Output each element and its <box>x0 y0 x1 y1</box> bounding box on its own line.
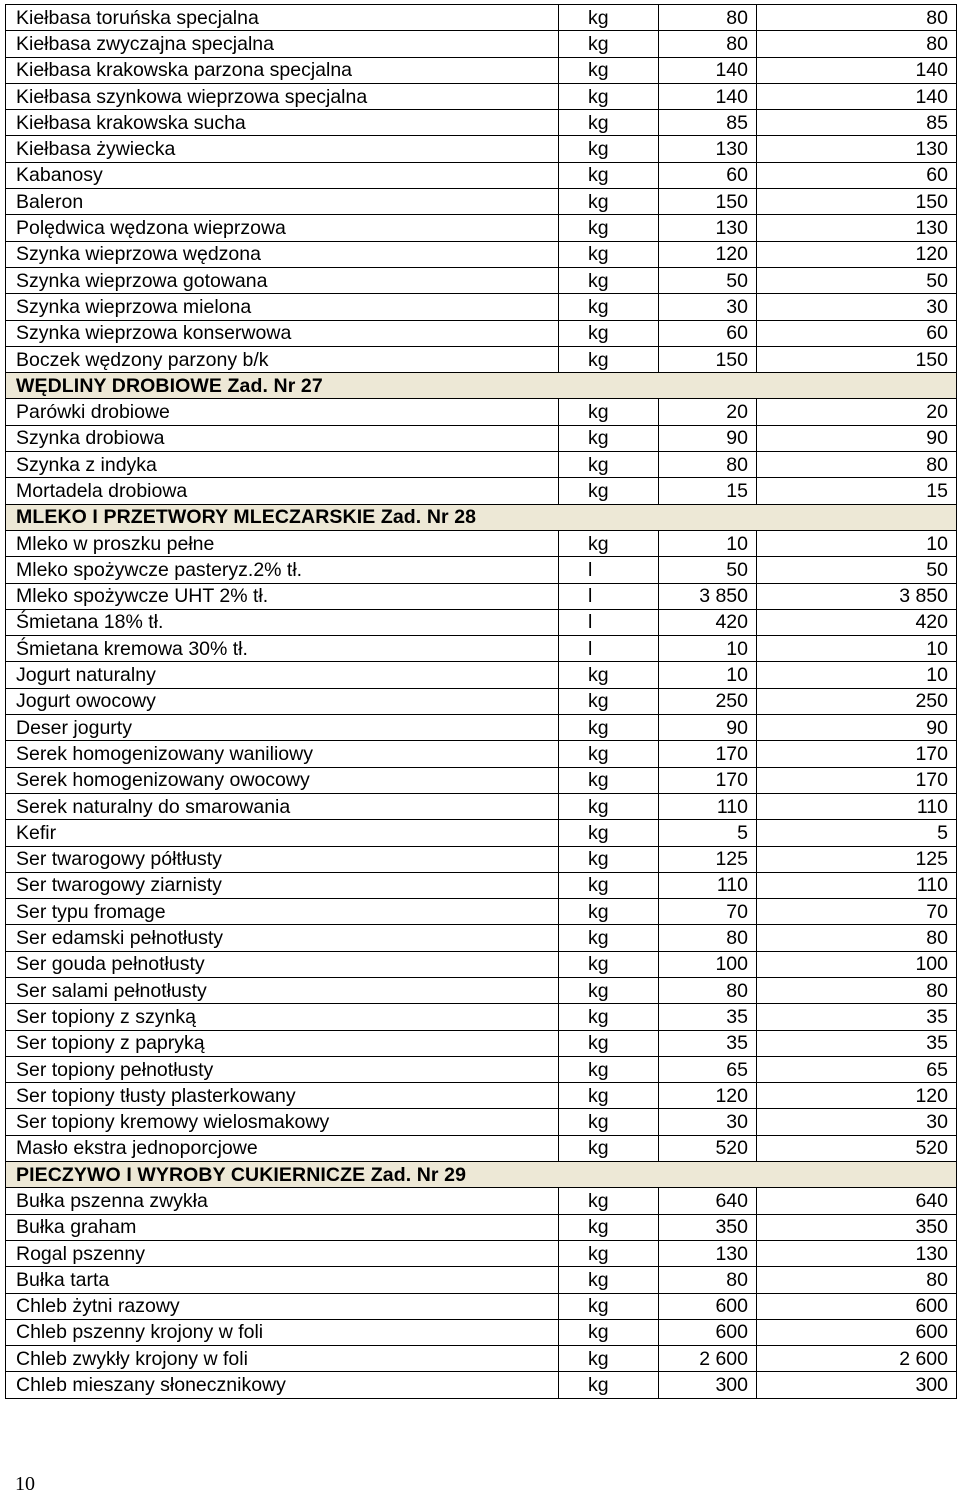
unit-cell: kg <box>559 1030 659 1056</box>
quantity-cell: 2 600 <box>659 1346 757 1372</box>
table-row <box>6 557 957 583</box>
product-name-cell: Mleko spożywcze pasteryz.2% tł. <box>6 557 559 583</box>
total-quantity-cell: 140 <box>757 57 957 83</box>
unit-cell: kg <box>559 715 659 741</box>
product-name-cell: Serek homogenizowany owocowy <box>6 767 559 793</box>
unit-cell: kg <box>559 31 659 57</box>
total-quantity-cell: 520 <box>757 1135 957 1161</box>
quantity-cell: 60 <box>659 320 757 346</box>
table-row <box>6 1372 957 1398</box>
table-row <box>6 57 957 83</box>
product-name-cell: Ser topiony tłusty plasterkowany <box>6 1083 559 1109</box>
unit-cell: kg <box>559 767 659 793</box>
unit-cell: kg <box>559 1293 659 1319</box>
unit-cell: l <box>559 583 659 609</box>
product-name-cell: Ser salami pełnotłusty <box>6 977 559 1003</box>
product-name-cell: Szynka wieprzowa gotowana <box>6 267 559 293</box>
quantity-cell: 90 <box>659 425 757 451</box>
product-name-cell: Mleko w proszku pełne <box>6 530 559 556</box>
table-row <box>6 1188 957 1214</box>
quantity-cell: 600 <box>659 1293 757 1319</box>
product-name-cell: Ser twarogowy ziarnisty <box>6 872 559 898</box>
quantity-cell: 60 <box>659 162 757 188</box>
product-name-cell: Chleb pszenny krojony w foli <box>6 1319 559 1345</box>
unit-cell: l <box>559 609 659 635</box>
product-name-cell: Ser topiony pełnotłusty <box>6 1056 559 1082</box>
quantity-cell: 150 <box>659 346 757 372</box>
total-quantity-cell: 20 <box>757 399 957 425</box>
total-quantity-cell: 60 <box>757 320 957 346</box>
table-row <box>6 189 957 215</box>
table-row <box>6 452 957 478</box>
unit-cell: kg <box>559 189 659 215</box>
quantity-cell: 120 <box>659 1083 757 1109</box>
unit-cell: kg <box>559 346 659 372</box>
unit-cell: kg <box>559 1135 659 1161</box>
quantity-cell: 10 <box>659 662 757 688</box>
table-row <box>6 688 957 714</box>
total-quantity-cell: 35 <box>757 1030 957 1056</box>
total-quantity-cell: 15 <box>757 478 957 504</box>
total-quantity-cell: 170 <box>757 767 957 793</box>
table-row <box>6 767 957 793</box>
total-quantity-cell: 80 <box>757 1267 957 1293</box>
unit-cell: l <box>559 557 659 583</box>
product-name-cell: Boczek wędzony parzony b/k <box>6 346 559 372</box>
quantity-cell: 90 <box>659 715 757 741</box>
quantity-cell: 5 <box>659 820 757 846</box>
table-row <box>6 1083 957 1109</box>
unit-cell: kg <box>559 846 659 872</box>
quantity-cell: 85 <box>659 110 757 136</box>
total-quantity-cell: 50 <box>757 557 957 583</box>
unit-cell: kg <box>559 452 659 478</box>
table-row <box>6 1030 957 1056</box>
unit-cell: kg <box>559 820 659 846</box>
total-quantity-cell: 35 <box>757 1004 957 1030</box>
table-row <box>6 425 957 451</box>
table-row <box>6 636 957 662</box>
quantity-cell: 140 <box>659 83 757 109</box>
product-name-cell: Bułka tarta <box>6 1267 559 1293</box>
unit-cell: kg <box>559 267 659 293</box>
unit-cell: kg <box>559 136 659 162</box>
product-name-cell: Kiełbasa krakowska parzona specjalna <box>6 57 559 83</box>
total-quantity-cell: 100 <box>757 951 957 977</box>
total-quantity-cell: 80 <box>757 452 957 478</box>
quantity-cell: 300 <box>659 1372 757 1398</box>
quantity-cell: 520 <box>659 1135 757 1161</box>
table-row <box>6 530 957 556</box>
section-header-cell <box>6 1162 957 1188</box>
unit-cell: kg <box>559 215 659 241</box>
quantity-cell: 3 850 <box>659 583 757 609</box>
table-row <box>6 1240 957 1266</box>
table-row <box>6 741 957 767</box>
table-row <box>6 478 957 504</box>
quantity-cell: 130 <box>659 215 757 241</box>
table-row <box>6 951 957 977</box>
product-name-cell: Bułka pszenna zwykła <box>6 1188 559 1214</box>
unit-cell: kg <box>559 1346 659 1372</box>
unit-cell: kg <box>559 1188 659 1214</box>
product-name-cell: Szynka wieprzowa mielona <box>6 294 559 320</box>
table-row <box>6 215 957 241</box>
total-quantity-cell: 125 <box>757 846 957 872</box>
product-name-cell: Ser typu fromage <box>6 899 559 925</box>
table-row <box>6 346 957 372</box>
product-name-cell: Śmietana 18% tł. <box>6 609 559 635</box>
quantity-cell: 10 <box>659 530 757 556</box>
table-row <box>6 162 957 188</box>
table-row <box>6 31 957 57</box>
product-name-cell: Kiełbasa szynkowa wieprzowa specjalna <box>6 83 559 109</box>
unit-cell: kg <box>559 925 659 951</box>
total-quantity-cell: 2 600 <box>757 1346 957 1372</box>
quantity-cell: 30 <box>659 1109 757 1135</box>
quantity-cell: 10 <box>659 636 757 662</box>
unit-cell: kg <box>559 951 659 977</box>
total-quantity-cell: 30 <box>757 1109 957 1135</box>
product-name-cell: Szynka drobiowa <box>6 425 559 451</box>
quantity-cell: 150 <box>659 189 757 215</box>
unit-cell: kg <box>559 741 659 767</box>
product-name-cell: Kiełbasa żywiecka <box>6 136 559 162</box>
quantity-cell: 30 <box>659 294 757 320</box>
quantity-cell: 15 <box>659 478 757 504</box>
items-table-body <box>6 5 957 1399</box>
table-row <box>6 925 957 951</box>
table-row <box>6 820 957 846</box>
unit-cell: kg <box>559 662 659 688</box>
total-quantity-cell: 5 <box>757 820 957 846</box>
table-row <box>6 1056 957 1082</box>
unit-cell: kg <box>559 320 659 346</box>
total-quantity-cell: 10 <box>757 530 957 556</box>
total-quantity-cell: 90 <box>757 425 957 451</box>
unit-cell: kg <box>559 793 659 819</box>
table-row <box>6 1293 957 1319</box>
unit-cell: kg <box>559 5 659 31</box>
unit-cell: kg <box>559 294 659 320</box>
product-name-cell: Chleb mieszany słonecznikowy <box>6 1372 559 1398</box>
quantity-cell: 600 <box>659 1319 757 1345</box>
total-quantity-cell: 600 <box>757 1293 957 1319</box>
section-header-row <box>6 1162 957 1188</box>
total-quantity-cell: 10 <box>757 662 957 688</box>
product-name-cell: Masło ekstra jednoporcjowe <box>6 1135 559 1161</box>
product-name-cell: Szynka z indyka <box>6 452 559 478</box>
table-row <box>6 5 957 31</box>
product-name-cell: Jogurt owocowy <box>6 688 559 714</box>
total-quantity-cell: 50 <box>757 267 957 293</box>
quantity-cell: 80 <box>659 925 757 951</box>
unit-cell: kg <box>559 1267 659 1293</box>
product-name-cell: Serek homogenizowany waniliowy <box>6 741 559 767</box>
section-title: MLEKO I PRZETWORY MLECZARSKIE Zad. Nr 28 <box>16 506 477 529</box>
unit-cell: kg <box>559 425 659 451</box>
product-name-cell: Kabanosy <box>6 162 559 188</box>
table-row <box>6 977 957 1003</box>
total-quantity-cell: 80 <box>757 977 957 1003</box>
table-row <box>6 1346 957 1372</box>
table-row <box>6 609 957 635</box>
table-row <box>6 399 957 425</box>
quantity-cell: 140 <box>659 57 757 83</box>
unit-cell: kg <box>559 872 659 898</box>
total-quantity-cell: 30 <box>757 294 957 320</box>
unit-cell: kg <box>559 83 659 109</box>
total-quantity-cell: 110 <box>757 872 957 898</box>
quantity-cell: 110 <box>659 872 757 898</box>
quantity-cell: 420 <box>659 609 757 635</box>
table-row <box>6 1004 957 1030</box>
unit-cell: kg <box>559 977 659 1003</box>
product-name-cell: Ser topiony z papryką <box>6 1030 559 1056</box>
table-row <box>6 583 957 609</box>
unit-cell: kg <box>559 1214 659 1240</box>
product-name-cell: Baleron <box>6 189 559 215</box>
product-name-cell: Mortadela drobiowa <box>6 478 559 504</box>
section-header-row <box>6 504 957 530</box>
section-title: PIECZYWO I WYROBY CUKIERNICZE Zad. Nr 29 <box>16 1163 467 1186</box>
total-quantity-cell: 65 <box>757 1056 957 1082</box>
unit-cell: kg <box>559 1319 659 1345</box>
quantity-cell: 100 <box>659 951 757 977</box>
total-quantity-cell: 85 <box>757 110 957 136</box>
table-row <box>6 267 957 293</box>
table-row <box>6 1267 957 1293</box>
table-row <box>6 136 957 162</box>
quantity-cell: 170 <box>659 741 757 767</box>
unit-cell: kg <box>559 399 659 425</box>
total-quantity-cell: 60 <box>757 162 957 188</box>
quantity-cell: 640 <box>659 1188 757 1214</box>
product-name-cell: Mleko spożywcze UHT 2% tł. <box>6 583 559 609</box>
product-name-cell: Bułka graham <box>6 1214 559 1240</box>
product-name-cell: Kiełbasa krakowska sucha <box>6 110 559 136</box>
quantity-cell: 35 <box>659 1004 757 1030</box>
quantity-cell: 80 <box>659 452 757 478</box>
table-row <box>6 1109 957 1135</box>
product-name-cell: Ser gouda pełnotłusty <box>6 951 559 977</box>
unit-cell: kg <box>559 688 659 714</box>
table-row <box>6 1319 957 1345</box>
quantity-cell: 350 <box>659 1214 757 1240</box>
total-quantity-cell: 120 <box>757 241 957 267</box>
product-name-cell: Chleb żytni razowy <box>6 1293 559 1319</box>
unit-cell: kg <box>559 110 659 136</box>
items-table <box>5 4 957 1399</box>
unit-cell: kg <box>559 57 659 83</box>
quantity-cell: 110 <box>659 793 757 819</box>
unit-cell: kg <box>559 241 659 267</box>
quantity-cell: 35 <box>659 1030 757 1056</box>
total-quantity-cell: 80 <box>757 5 957 31</box>
table-row <box>6 899 957 925</box>
unit-cell: kg <box>559 1083 659 1109</box>
quantity-cell: 80 <box>659 1267 757 1293</box>
quantity-cell: 120 <box>659 241 757 267</box>
table-row <box>6 83 957 109</box>
unit-cell: kg <box>559 1056 659 1082</box>
section-header-row <box>6 373 957 399</box>
product-name-cell: Ser twarogowy półtłusty <box>6 846 559 872</box>
section-title: WĘDLINY DROBIOWE Zad. Nr 27 <box>16 374 323 397</box>
total-quantity-cell: 80 <box>757 31 957 57</box>
quantity-cell: 20 <box>659 399 757 425</box>
unit-cell: kg <box>559 899 659 925</box>
product-name-cell: Ser edamski pełnotłusty <box>6 925 559 951</box>
unit-cell: kg <box>559 1240 659 1266</box>
quantity-cell: 70 <box>659 899 757 925</box>
product-name-cell: Ser topiony z szynką <box>6 1004 559 1030</box>
product-name-cell: Parówki drobiowe <box>6 399 559 425</box>
table-row <box>6 872 957 898</box>
product-name-cell: Ser topiony kremowy wielosmakowy <box>6 1109 559 1135</box>
product-name-cell: Rogal pszenny <box>6 1240 559 1266</box>
quantity-cell: 80 <box>659 31 757 57</box>
product-name-cell: Kiełbasa toruńska specjalna <box>6 5 559 31</box>
product-name-cell: Kefir <box>6 820 559 846</box>
total-quantity-cell: 250 <box>757 688 957 714</box>
section-header-cell <box>6 504 957 530</box>
total-quantity-cell: 170 <box>757 741 957 767</box>
total-quantity-cell: 130 <box>757 136 957 162</box>
table-row <box>6 715 957 741</box>
total-quantity-cell: 600 <box>757 1319 957 1345</box>
table-row <box>6 662 957 688</box>
total-quantity-cell: 150 <box>757 189 957 215</box>
unit-cell: kg <box>559 1372 659 1398</box>
table-row <box>6 320 957 346</box>
total-quantity-cell: 130 <box>757 215 957 241</box>
unit-cell: kg <box>559 1004 659 1030</box>
product-name-cell: Szynka wieprzowa konserwowa <box>6 320 559 346</box>
quantity-cell: 130 <box>659 1240 757 1266</box>
table-row <box>6 294 957 320</box>
unit-cell: kg <box>559 530 659 556</box>
total-quantity-cell: 130 <box>757 1240 957 1266</box>
quantity-cell: 80 <box>659 977 757 1003</box>
product-name-cell: Jogurt naturalny <box>6 662 559 688</box>
total-quantity-cell: 640 <box>757 1188 957 1214</box>
unit-cell: l <box>559 636 659 662</box>
unit-cell: kg <box>559 162 659 188</box>
total-quantity-cell: 420 <box>757 609 957 635</box>
product-name-cell: Serek naturalny do smarowania <box>6 793 559 819</box>
total-quantity-cell: 80 <box>757 925 957 951</box>
table-row <box>6 846 957 872</box>
total-quantity-cell: 110 <box>757 793 957 819</box>
quantity-cell: 170 <box>659 767 757 793</box>
total-quantity-cell: 300 <box>757 1372 957 1398</box>
product-name-cell: Śmietana kremowa 30% tł. <box>6 636 559 662</box>
table-row <box>6 793 957 819</box>
quantity-cell: 65 <box>659 1056 757 1082</box>
quantity-cell: 50 <box>659 557 757 583</box>
total-quantity-cell: 10 <box>757 636 957 662</box>
total-quantity-cell: 140 <box>757 83 957 109</box>
product-name-cell: Deser jogurty <box>6 715 559 741</box>
total-quantity-cell: 90 <box>757 715 957 741</box>
total-quantity-cell: 150 <box>757 346 957 372</box>
product-name-cell: Polędwica wędzona wieprzowa <box>6 215 559 241</box>
quantity-cell: 130 <box>659 136 757 162</box>
total-quantity-cell: 350 <box>757 1214 957 1240</box>
quantity-cell: 250 <box>659 688 757 714</box>
total-quantity-cell: 120 <box>757 1083 957 1109</box>
total-quantity-cell: 3 850 <box>757 583 957 609</box>
section-header-cell <box>6 373 957 399</box>
page-number: 10 <box>15 1473 35 1495</box>
product-name-cell: Szynka wieprzowa wędzona <box>6 241 559 267</box>
table-row <box>6 1214 957 1240</box>
table-row <box>6 241 957 267</box>
total-quantity-cell: 70 <box>757 899 957 925</box>
product-name-cell: Chleb zwykły krojony w foli <box>6 1346 559 1372</box>
quantity-cell: 80 <box>659 5 757 31</box>
quantity-cell: 50 <box>659 267 757 293</box>
table-row <box>6 1135 957 1161</box>
quantity-cell: 125 <box>659 846 757 872</box>
table-row <box>6 110 957 136</box>
unit-cell: kg <box>559 478 659 504</box>
unit-cell: kg <box>559 1109 659 1135</box>
product-name-cell: Kiełbasa zwyczajna specjalna <box>6 31 559 57</box>
